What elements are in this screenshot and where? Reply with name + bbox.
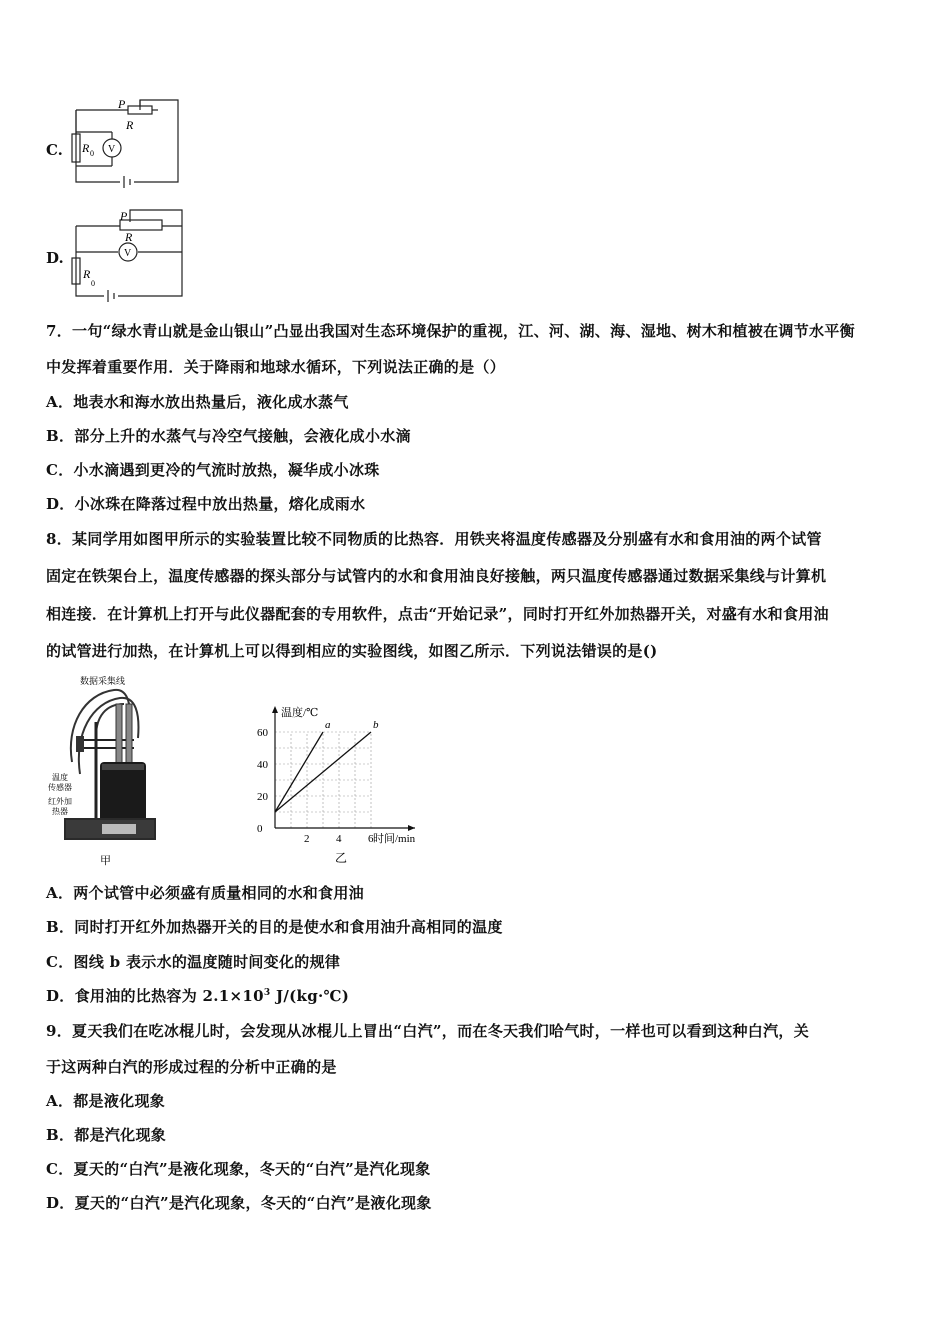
apparatus-figure-jia [44, 674, 164, 870]
q9-stem-line-1: 9．夏天我们在吃冰棍儿时，会发现从冰棍儿上冒出“白汽”，而在冬天我们哈气时，一样也可以看到这种白汽，关 [46, 1022, 809, 1040]
option-d-label: D. [46, 249, 64, 267]
circuit-diagram-c [68, 96, 186, 188]
figure-jia-caption: 甲 [100, 855, 111, 867]
q8-option-d-superscript: 3 [263, 988, 271, 998]
q8-stem-line-4: 的试管进行加热，在计算机上可以得到相应的实验图线，如图乙所示．下列说法错误的是() [46, 642, 658, 660]
q9-option-b[interactable]: B．都是汽化现象 [46, 1126, 167, 1144]
resistor-r0-label: R [82, 141, 90, 155]
chart-caption: 乙 [335, 851, 348, 865]
q9-option-c[interactable]: C．夏天的“白汽”是液化现象，冬天的“白汽”是汽化现象 [46, 1160, 431, 1178]
q9-stem-line-2: 于这两种白汽的形成过程的分析中正确的是 [46, 1058, 337, 1076]
series-line-a [275, 732, 323, 812]
q8-option-a[interactable]: A．两个试管中必须盛有质量相同的水和食用油 [46, 884, 364, 902]
cable-label: 数据采集线 [80, 676, 126, 686]
heater-label-1: 红外加 [48, 797, 72, 806]
q8-option-c[interactable]: C．图线 b 表示水的温度随时间变化的规律 [46, 953, 341, 971]
q9-option-a[interactable]: A．都是液化现象 [46, 1092, 166, 1110]
slider-p-label: P [118, 97, 126, 111]
y-axis-arrow [272, 706, 278, 713]
y-tick-label: 40 [257, 759, 268, 771]
q8-stem-line-2: 固定在铁架台上，温度传感器的探头部分与试管内的水和食用油良好接触，两只温度传感器通过数据采集线与计算机 [46, 567, 827, 585]
q7-stem-line-2: 中发挥着重要作用．关于降雨和地球水循环，下列说法正确的是（） [46, 358, 506, 376]
voltmeter-label: V [124, 248, 132, 259]
y-axis-label: 温度/℃ [281, 707, 319, 719]
y-tick-label: 60 [257, 727, 268, 739]
y-tick-label: 0 [257, 823, 263, 835]
q8-stem-line-1: 8．某同学用如图甲所示的实验装置比较不同物质的比热容．用铁夹将温度传感器及分别盛有水和食用油的两个试管 [46, 530, 822, 548]
series-label-a: a [325, 719, 331, 731]
q8-option-d-prefix: D．食用油的比热容为 2.1×10 [46, 987, 264, 1005]
q8-option-d[interactable] [46, 985, 349, 1006]
temperature-chart-yi [250, 700, 450, 870]
resistor-r0-subscript: 0 [91, 279, 95, 288]
sensor-label-1: 温度 [52, 773, 68, 782]
resistor-r-label: R [126, 118, 134, 132]
x-tick-label: 4 [336, 833, 342, 845]
option-c-label: C. [46, 141, 63, 159]
y-tick-label: 20 [257, 791, 268, 803]
q7-option-a[interactable]: A．地表水和海水放出热量后，液化成水蒸气 [46, 393, 349, 411]
q7-option-b[interactable]: B．部分上升的水蒸气与冷空气接触，会液化成小水滴 [46, 427, 411, 445]
x-tick-label: 2 [304, 833, 310, 845]
x-tick-label: 6 [368, 833, 374, 845]
series-label-b: b [373, 719, 379, 731]
sensor-label-2: 传感器 [48, 783, 72, 792]
resistor-r0-subscript: 0 [90, 149, 94, 158]
q9-option-d[interactable]: D．夏天的“白汽”是汽化现象，冬天的“白汽”是液化现象 [46, 1194, 432, 1212]
q8-option-b[interactable]: B．同时打开红外加热器开关的目的是使水和食用油升高相同的温度 [46, 918, 503, 936]
q7-option-d[interactable]: D．小冰珠在降落过程中放出热量，熔化成雨水 [46, 495, 366, 513]
q7-option-c[interactable]: C．小水滴遇到更冷的气流时放热，凝华成小冰珠 [46, 461, 380, 479]
slider-p-label: P [120, 209, 128, 223]
q8-option-d-suffix: J/(kg·℃) [270, 987, 350, 1005]
x-axis-arrow [408, 825, 415, 831]
voltmeter-label: V [108, 144, 116, 155]
q7-stem-line-1: 7．一句“绿水青山就是金山银山”凸显出我国对生态环境保护的重视，江、河、湖、海、湿地、树木和植被在调节水平衡 [46, 322, 855, 340]
resistor-r0-label: R [83, 267, 91, 281]
x-axis-label: 时间/min [373, 833, 416, 845]
circuit-diagram-d [68, 206, 186, 302]
resistor-r-label: R [125, 230, 133, 244]
q8-stem-line-3: 相连接．在计算机上打开与此仪器配套的专用软件，点击“开始记录”，同时打开红外加热器开关，对盛有水和食用油 [46, 605, 829, 623]
heater-label-2: 热器 [52, 807, 68, 816]
